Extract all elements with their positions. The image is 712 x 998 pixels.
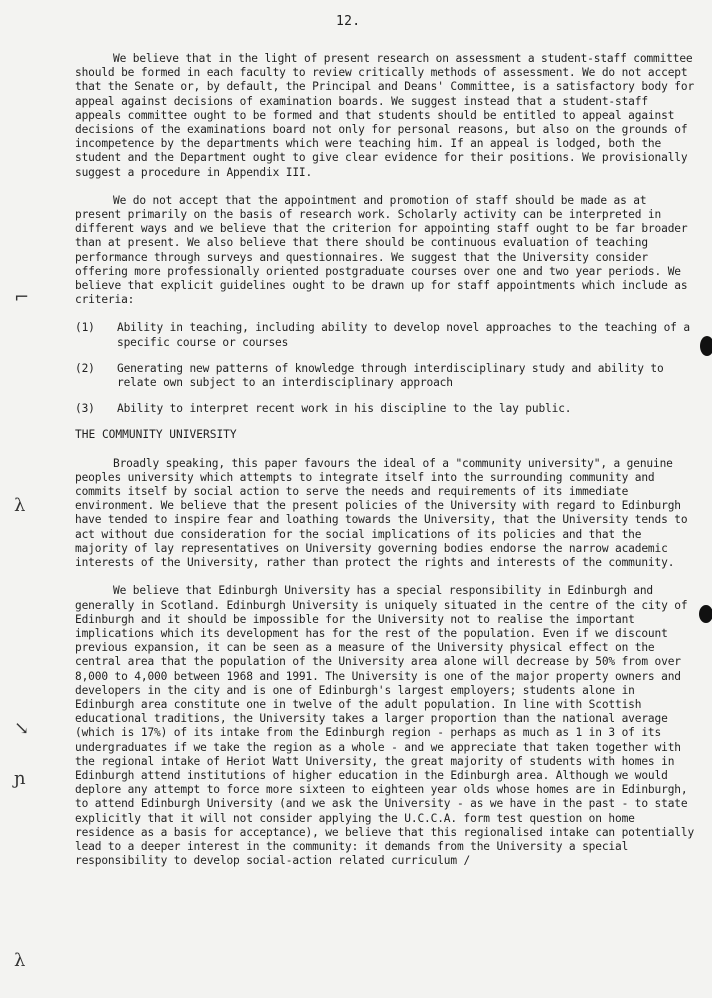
criteria-item: [75, 402, 695, 416]
criteria-number: (3): [75, 402, 95, 416]
paragraph: We believe that Edinburgh University has a special responsibility in Edinburgh and generally in Scotland. Edinburgh University is uniquely situated in the centre of the city of Edinburgh and it should be impossible for the University not to realise the important implications which its development has for the rest of the population. Even if we discount previous expansion, it can be seen as a measure of the University physical effect on the central area that the population of the University area alone will decrease by 50% from over 8,000 to 4,000 between 1968 and 1991. The University is one of the major property owners and developers in the city and is one of Edinburgh's largest employers; students alone in Edinburgh area constitute one in twelve of the adult population. In line with Scottish educational traditions, the University takes a larger proportion than the national average (which is 17%) of its intake from the Edinburgh region - perhaps as much as 1 in 3 of its undergraduates if we take the region as a whole - and we appreciate that taken together with the regional intake of Heriot Watt University, the great majority of students with homes in Edinburgh attend institutions of higher education in the Edinburgh area. Although we would deplore any attempt to force more sixteen to eighteen year olds whose homes are in Edinburgh, to attend Edinburgh University (and we ask the University - as we have in the past - to state explicitly that it will not consider applying the U.C.C.A. form test question on home residence as a basis for acceptance), we believe that this regionalised intake can potentially lead to a deeper interest in the community: it demands from the University a special responsibility to develop social-action related curriculum /: [75, 584, 695, 868]
criteria-text: Ability to interpret recent work in his discipline to the lay public.: [117, 402, 572, 416]
margin-mark-icon: λ: [14, 950, 26, 971]
margin-mark-icon: ⌐: [14, 287, 30, 308]
criteria-number: (1): [75, 321, 95, 335]
paragraph: We believe that in the light of present research on assessment a student-staff committee should be formed in each faculty to review critically methods of assessment. We do not accept that the Senate or, by default, the Principal and Deans' Committee, is a satisfactory body for appeal against decisions of examination boards. We suggest instead that a student-staff appeals committee ought to be formed and that students should be entitled to appeal against decisions of the examinations board not only for personal reasons, but also on the grounds of incompetence by the departments which were teaching him. If an appeal is lodged, both the student and the Department ought to give clear evidence for their positions. We provisionally suggest a procedure in Appendix III.: [75, 52, 695, 179]
margin-mark-icon: ↘: [14, 718, 30, 739]
ink-blot-icon: [699, 605, 712, 623]
paragraph: Broadly speaking, this paper favours the ideal of a "community university", a genuine peoples university which attempts to integrate itself into the surrounding community and commits itself by social action to serve the needs and requirements of its immediate environment. We believe that the present policies of the University with regard to Edinburgh have tended to inspire fear and loathing towards the University, that the University tends to act without due consideration for the social implications of its policies and that the majority of lay representatives on University governing bodies endorse the narrow academic interests of the University, rather than protect the rights and interests of the community.: [75, 456, 688, 570]
criteria-item: [75, 321, 695, 349]
criteria-text: Ability in teaching, including ability to develop novel approaches to the teaching of a specific course or courses: [117, 321, 690, 349]
ink-blot-icon: [700, 336, 712, 356]
margin-mark-icon: λ: [14, 495, 26, 516]
criteria-number: (2): [75, 361, 95, 375]
section-heading: THE COMMUNITY UNIVERSITY: [75, 428, 237, 442]
criteria-text: Generating new patterns of knowledge through interdisciplinary study and ability to relate own subject to an interdisciplinary approach: [117, 361, 664, 390]
paragraph: We do not accept that the appointment and promotion of staff should be made as at present primarily on the basis of research work. Scholarly activity can be interpreted in different ways and we believe that the criterion for appointing staff ought to be far broader than at present. We also believe that there should be continuous evaluation of teaching performance through surveys and questionnaires. We suggest that the University consider offering more professionally oriented postgraduate courses over one and two year periods. We believe that explicit guidelines ought to be drawn up for staff appointments which include as criteria:: [75, 193, 688, 307]
document-body: [75, 52, 695, 882]
criteria-item: [75, 362, 695, 390]
margin-mark-icon: ɲ: [14, 768, 26, 789]
page-number: 12.: [336, 14, 361, 29]
